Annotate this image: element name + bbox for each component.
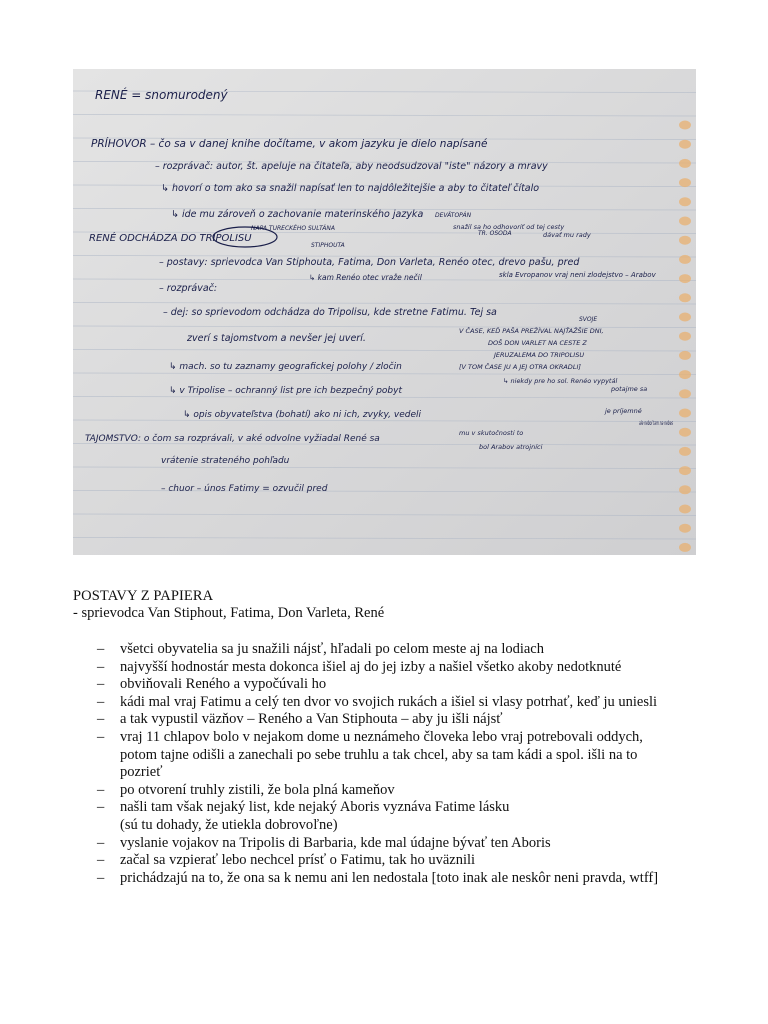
handwritten-line: NAPA TURECKÉHO SULTÁNA: [251, 225, 335, 232]
notes-photo: [73, 69, 696, 555]
bullet-text: pozrieť: [120, 764, 163, 781]
handwritten-line: – rozprávač: autor, št. apeluje na čitateľa, aby neodsudzoval "iste" názory a mravy: [155, 161, 548, 172]
bullet-dash: –: [97, 869, 105, 886]
bullet-text: kádi mal vraj Fatimu a celý ten dvor vo svojich rukách a išiel si vlasy potrhať, keď ju uniesli: [120, 693, 658, 710]
bullet-text: našli tam však nejaký list, kde nejaký Aboris vyznáva Fatime lásku: [120, 799, 510, 816]
bullet-dash: –: [97, 834, 105, 851]
handwritten-line: zverí s tajomstvom a nevšer jej uverí.: [187, 333, 366, 344]
bullet-list: [73, 641, 713, 887]
handwritten-line: ↳ opis obyvateľstva (bohatí) ako ni ich, zvyky, vedeli: [183, 410, 421, 420]
handwritten-line: DOŠ DON VARLET NA CESTE Z: [488, 339, 587, 347]
bullet-dash: –: [97, 728, 105, 745]
handwritten-line: JERUZALEMA DO TRIPOLISU: [494, 351, 585, 359]
handwritten-line: ↳ v Tripolise – ochranný list pre ich bezpečný pobyt: [169, 386, 402, 396]
handwritten-line: bol Arabov atrojníci: [479, 443, 543, 451]
bullet-text: potom tajne odišli a zanechali po sebe truhlu a tak chcel, aby sa tam kádi a spol. išli na to: [120, 746, 638, 763]
bullet-dash: –: [97, 693, 105, 710]
spiral-hole: [679, 524, 691, 533]
bullet-text: vraj 11 chlapov bolo v nejakom dome u neznámeho človeka lebo vraj potrebovali oddych,: [120, 728, 643, 745]
handwritten-line: PRÍHOVOR – čo sa v danej knihe dočítame, v akom jazyku je dielo napísané: [91, 138, 488, 150]
handwritten-line: vrátenie strateného pohľadu: [161, 456, 290, 466]
spiral-hole: [679, 466, 691, 475]
bullet-dash: –: [97, 799, 105, 816]
handwritten-line: STIPHOUTA: [311, 242, 345, 249]
bullet-item: [73, 870, 713, 888]
spiral-hole: [679, 505, 691, 514]
spiral-hole: [679, 121, 691, 130]
bullet-item: [73, 711, 713, 729]
spiral-hole: [679, 332, 691, 341]
spiral-hole: [679, 428, 691, 437]
handwritten-line: RENÉ = snomurodený: [95, 88, 228, 102]
handwritten-line: V ČASE, KEĎ PAŠA PREŽÍVAL NAJŤAŽŠIE DNI,: [459, 327, 604, 335]
handwritten-line: skla Evropanov vraj neni zlodejstvo – Arabov: [499, 271, 656, 279]
handwritten-line: – chuor – únos Fatimy = ozvučil pred: [161, 484, 328, 494]
handwritten-notes-image: [73, 69, 696, 555]
bullet-item: [73, 729, 713, 782]
bullet-item: [73, 641, 713, 659]
bullet-dash: –: [97, 852, 105, 869]
bullet-text: začal sa vzpierať lebo nechcel prísť o Fatimu, tak ho uväznili: [120, 852, 476, 869]
handwritten-line: [V TOM ČASE JU A JEJ OTRA OKRADLI]: [459, 363, 581, 371]
bullet-item: [73, 659, 713, 677]
spiral-hole: [679, 485, 691, 494]
spiral-hole: [679, 389, 691, 398]
handwritten-line: ↳ ide mu zároveň o zachovanie materinského jazyka: [171, 209, 424, 220]
handwritten-line: ↳ mach. so tu zaznamy geografickej polohy / zločin: [169, 362, 402, 372]
handwritten-line: ↳ hovorí o tom ako sa snažil napísať len to najdôležitejšie a aby to čitateľ čítalo: [161, 183, 540, 194]
handwritten-line: potajme sa: [611, 385, 648, 393]
spiral-hole: [679, 140, 691, 149]
spiral-hole: [679, 313, 691, 322]
handwritten-line: – postavy: sprievodca Van Stiphouta, Fatima, Don Varleta, Renéo otec, drevo pašu, pred: [159, 257, 580, 268]
handwritten-line: TR. OSODA: [478, 230, 512, 237]
bullet-text: najvyšší hodnostár mesta dokonca išiel aj do jej izby a našiel všetko akoby nedotknuté: [120, 658, 622, 675]
bullet-item: [73, 852, 713, 870]
handwritten-line: je príjemné: [605, 407, 642, 415]
spiral-hole: [679, 197, 691, 206]
spiral-hole: [679, 178, 691, 187]
handwritten-line: ↳ kam Renéo otec vraže nečil: [309, 273, 422, 282]
spiral-hole: [679, 543, 691, 552]
handwritten-line: snažil sa ho odhovoriť od tej cesty: [453, 223, 565, 231]
bullet-dash: –: [97, 641, 105, 657]
bullet-item: [73, 676, 713, 694]
handwritten-line: SVOJE: [579, 316, 598, 323]
bullet-dash: –: [97, 658, 105, 675]
section-title: POSTAVY Z PAPIERA: [73, 588, 214, 604]
bullet-text: a tak vypustil väzňov – Reného a Van Stiphouta – aby ju išli nájsť: [120, 711, 503, 728]
spiral-hole: [679, 274, 691, 283]
handwritten-line: ↳ niekdy pre ho sol. Renéo vypytál: [503, 377, 618, 385]
handwritten-line: RENÉ ODCHÁDZA DO TRIPOLISU: [89, 233, 252, 244]
spiral-hole: [679, 159, 691, 168]
handwritten-line: dávať mu rady: [543, 231, 591, 239]
characters-line: - sprievodca Van Stiphout, Fatima, Don Varleta, René: [73, 605, 385, 621]
bullet-text: po otvorení truhly zistili, že bola plná kameňov: [120, 781, 395, 798]
bullet-item: [73, 835, 713, 853]
handwritten-line: mu v skutočnosti to: [459, 429, 524, 437]
spiral-hole: [679, 409, 691, 418]
bullet-text: (sú tu dohady, že utiekla dobrovoľne): [120, 816, 338, 833]
spiral-hole: [679, 217, 691, 226]
spiral-hole: [679, 447, 691, 456]
handwritten-line: TAJOMSTVO: o čom sa rozprávali, v aké odvolne vyžiadal René sa: [85, 434, 380, 444]
bullet-item: [73, 694, 713, 712]
spiral-hole: [679, 351, 691, 360]
bullet-text: všetci obyvatelia sa ju snažili nájsť, hľadali po celom meste aj na lodiach: [120, 641, 544, 657]
spiral-hole: [679, 293, 691, 302]
spiral-holes: [679, 121, 691, 552]
bullet-item: [73, 782, 713, 800]
bullet-text: obviňovali Reného a vypočúvali ho: [120, 676, 327, 693]
spiral-hole: [679, 370, 691, 379]
handwritten-line: – dej: so sprievodom odchádza do Tripolisu, kde stretne Fatimu. Tej sa: [163, 307, 497, 318]
bullet-text: prichádzajú na to, že ona sa k nemu ani len nedostala [toto inak ale neskôr neni pravda, wtff]: [120, 869, 659, 886]
handwritten-line: ale nebol tam na nebes: [639, 419, 674, 427]
spiral-hole: [679, 236, 691, 245]
bullet-text: vyslanie vojakov na Tripolis di Barbaria, kde mal údajne bývať ten Aboris: [120, 834, 551, 851]
bullet-item: [73, 799, 713, 834]
bullet-dash: –: [97, 676, 105, 693]
bullet-dash: –: [97, 711, 105, 728]
bullet-dash: –: [97, 781, 105, 798]
spiral-hole: [679, 255, 691, 264]
handwritten-line: DEVÄTOPÁN: [435, 212, 472, 219]
handwritten-line: – rozprávač:: [159, 283, 218, 294]
